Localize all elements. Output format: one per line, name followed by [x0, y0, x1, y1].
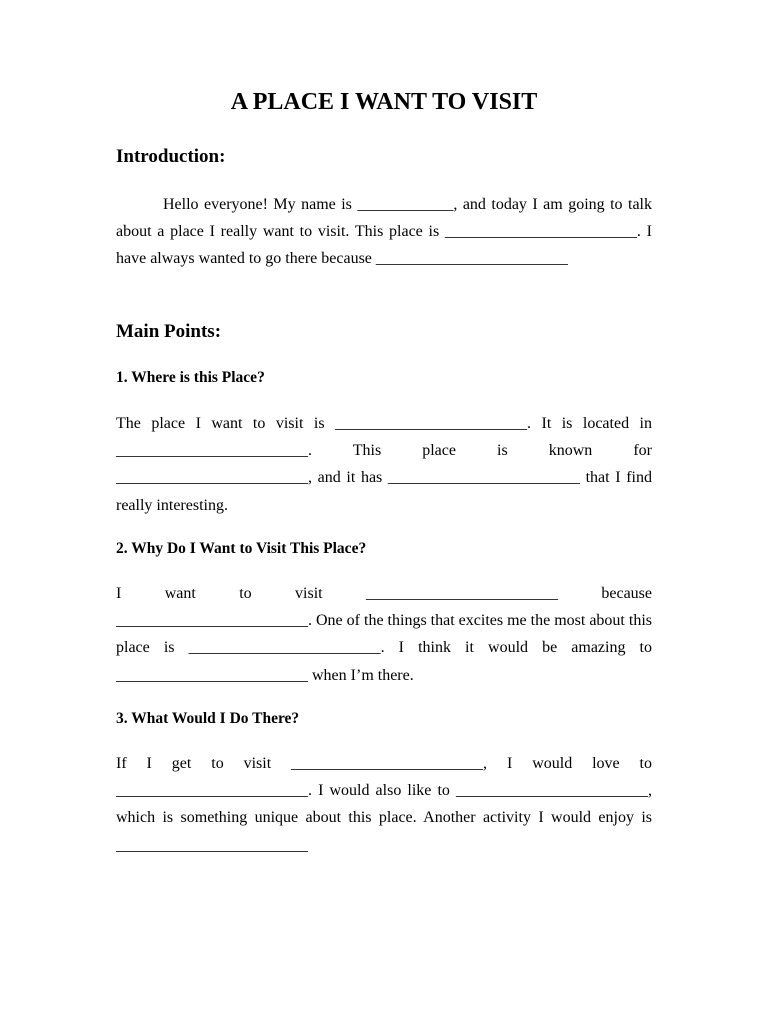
point-1-paragraph: The place I want to visit is ________________________. It is located in ________________________. This place is known for ________________________, and it has ________________________ that I find really interesting. [116, 415, 652, 514]
point-2-paragraph: I want to visit ________________________ because ________________________. One of the things that excites me the most about this place is ________________________. I think it would be amazing to ________________________ when I’m there. [116, 585, 652, 684]
point-2-heading: 2. Why Do I Want to Visit This Place? [116, 540, 367, 557]
document-title: A PLACE I WANT TO VISIT [230, 89, 538, 115]
point-3-heading: 3. What Would I Do There? [116, 710, 300, 727]
introduction-paragraph: Hello everyone! My name is ____________, and today I am going to talk about a place I really want to visit. This place is ________________________. I have always wanted to go there because ________________________ [116, 196, 652, 268]
main-points-heading: Main Points: [116, 321, 222, 342]
point-1-heading: 1. Where is this Place? [116, 369, 265, 386]
point-3-paragraph: If I get to visit ________________________, I would love to ________________________. I would also like to ________________________, which is something unique about this place. Another activity I would enjoy is ________________________ [116, 755, 652, 854]
introduction-heading: Introduction: [116, 146, 226, 167]
